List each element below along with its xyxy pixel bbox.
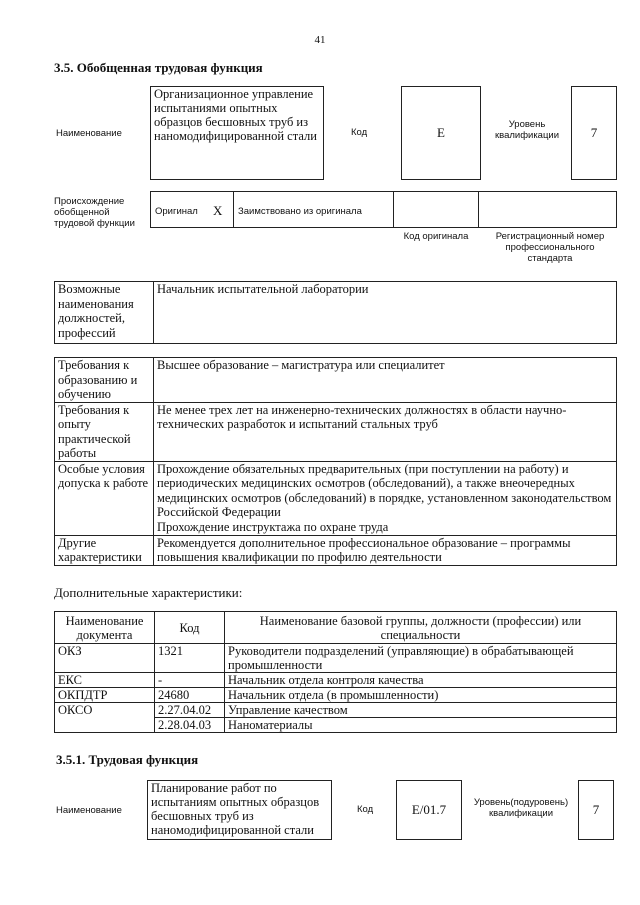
lf-code-box — [396, 780, 462, 840]
table-header-row — [55, 612, 617, 644]
requirement-label: Требования к образованию и обучению — [55, 358, 154, 403]
lf-level-value: 7 — [592, 802, 600, 817]
origin-divider — [393, 191, 394, 228]
origin-label: Происхождение обобщенной трудовой функции — [54, 196, 135, 229]
gen-code-box — [401, 86, 481, 180]
gen-code-value: E — [437, 125, 445, 140]
requirement-value: Прохождение обязательных предварительных (при поступлении на работу) и периодических медицинских осмотров (обследований), а также внеочередных медицинских осмотров (обследований) в порядке, установленном законодательством Российской Федерации — [157, 461, 612, 519]
table-row — [55, 703, 617, 718]
table-row — [55, 535, 617, 565]
col-header-code: Код — [155, 612, 225, 644]
requirements-table — [54, 357, 617, 566]
requirement-label: Особые условия допуска к работе — [55, 461, 154, 535]
cell-name: Руководители подразделений (управляющие) в обрабатывающей промышленности — [225, 644, 617, 673]
requirement-value: Рекомендуется дополнительное профессиональное образование – программы повышения квалификации по профилю деятельности — [154, 535, 617, 565]
cell-doc: ОКЗ — [55, 644, 155, 673]
lf-level-box — [578, 780, 614, 840]
cell-doc: ЕКС — [55, 673, 155, 688]
positions-table — [54, 281, 617, 344]
table-row — [55, 358, 617, 403]
lf-code-label: Код — [357, 804, 374, 815]
gen-name-label: Наименование — [56, 128, 122, 139]
section-title: 3.5. Обобщенная трудовая функция — [54, 60, 263, 75]
table-row — [55, 461, 617, 535]
requirement-value: Не менее трех лет на инженерно-технических должностях в области научно-технических разработок и испытаний стальных труб — [154, 402, 617, 461]
requirement-value: Высшее образование – магистратура или специалитет — [154, 358, 617, 403]
requirement-label: Требования к опыту практической работы — [55, 402, 154, 461]
cell-code: 1321 — [155, 644, 225, 673]
table-row — [55, 688, 617, 703]
lf-name-box — [147, 780, 332, 840]
gen-level-value: 7 — [590, 125, 598, 140]
table-row — [55, 718, 617, 733]
reg-number-caption: Регистрационный номер профессионального стандарта — [495, 231, 605, 264]
gen-level-box — [571, 86, 617, 180]
gen-name-value: Организационное управление испытаниями опытных образцов бесшовных труб из наномодифицированной стали — [154, 87, 317, 143]
additional-table — [54, 611, 617, 733]
cell-name: Наноматериалы — [225, 718, 617, 733]
table-row — [55, 402, 617, 461]
gen-level-label: Уровень квалификации — [494, 119, 560, 141]
cell-code: 2.28.04.03 — [155, 718, 225, 733]
cell-name: Начальник отдела контроля качества — [225, 673, 617, 688]
cell-doc — [55, 718, 155, 733]
lf-name-value: Планирование работ по испытаниям опытных образцов бесшовных труб из наномодифицированной стали — [151, 781, 320, 837]
sub-section-title: 3.5.1. Трудовая функция — [56, 752, 199, 767]
positions-label: Возможные наименования должностей, профессий — [55, 282, 154, 344]
gen-code-label: Код — [351, 127, 368, 138]
gen-name-box — [150, 86, 324, 180]
requirement-cell — [154, 461, 617, 535]
lf-name-label: Наименование — [56, 805, 122, 816]
cell-doc: ОКСО — [55, 703, 155, 718]
lf-level-label: Уровень(подуровень) квалификации — [473, 797, 569, 819]
cell-code: 2.27.04.02 — [155, 703, 225, 718]
origin-divider — [233, 191, 234, 228]
cell-name: Управление качеством — [225, 703, 617, 718]
requirement-label: Другие характеристики — [55, 535, 154, 565]
orig-code-caption: Код оригинала — [403, 231, 469, 242]
requirement-value-2: Прохождение инструктажа по охране труда — [157, 519, 389, 534]
table-row — [55, 673, 617, 688]
table-row — [55, 644, 617, 673]
cell-name: Начальник отдела (в промышленности) — [225, 688, 617, 703]
col-header-name: Наименование базовой группы, должности (профессии) или специальности — [225, 612, 617, 644]
origin-borrowed-label: Заимствовано из оригинала — [238, 206, 362, 217]
origin-divider — [478, 191, 479, 228]
page-number: 41 — [314, 34, 326, 46]
cell-doc: ОКПДТР — [55, 688, 155, 703]
lf-code-value: E/01.7 — [411, 802, 447, 817]
origin-original-label: Оригинал — [155, 206, 198, 217]
cell-code: - — [155, 673, 225, 688]
additional-title: Дополнительные характеристики: — [54, 585, 243, 600]
col-header-document: Наименование документа — [55, 612, 155, 644]
origin-original-mark: X — [213, 203, 223, 218]
positions-value: Начальник испытательной лаборатории — [154, 282, 617, 344]
cell-code: 24680 — [155, 688, 225, 703]
